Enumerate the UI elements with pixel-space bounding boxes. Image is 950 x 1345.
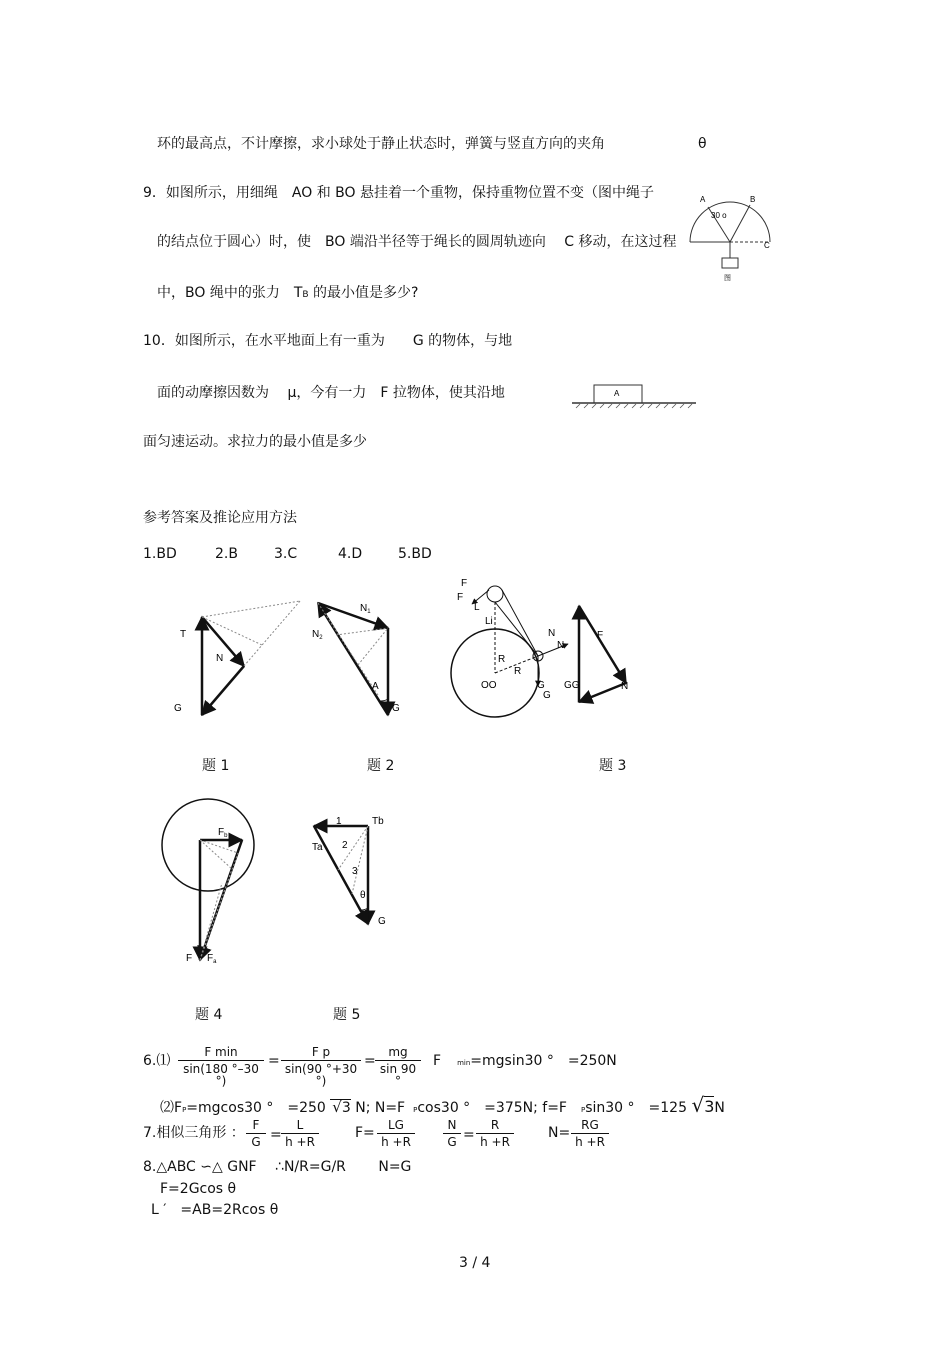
- f3-li-label: Li: [485, 616, 493, 627]
- sqrt-1: √3: [332, 1098, 351, 1116]
- q7-frac-e: $\frac{R}{h +R}$: [476, 1119, 514, 1148]
- q6-label: 6.⑴: [143, 1053, 171, 1069]
- caption-fig-3: 题 3: [599, 758, 627, 774]
- f4-fa-label: $F_a$: [207, 953, 217, 965]
- f3-l-label: L: [474, 602, 480, 613]
- q9-figure: [688, 190, 778, 285]
- f4-f-label: F: [186, 953, 193, 964]
- answer-5: 5.BD: [398, 546, 432, 562]
- f3-n2-label: N: [557, 640, 565, 651]
- f5-3-label: 3: [352, 866, 358, 877]
- caption-fig-5: 题 5: [333, 1007, 361, 1023]
- f5-1-label: 1: [336, 816, 342, 827]
- q7-eq-1: =: [270, 1127, 282, 1143]
- answer-2: 2.B: [215, 546, 238, 562]
- q8-line-3: L ′ =AB=2Rcos θ: [151, 1202, 279, 1218]
- f2-a-label: A: [372, 681, 379, 692]
- f3-r2-label: R: [514, 666, 522, 677]
- f3-gg-label: GG: [564, 680, 580, 691]
- f3-o-label: OO: [481, 680, 497, 691]
- f1-g-label: G: [174, 703, 182, 714]
- q9-line-2: 的结点位于圆心）时，使 BO 端沿半径等于绳长的圆周轨迹向 C 移动，在这过程: [157, 234, 677, 250]
- q6-part-2: ⑵FP=mgcos30 ° =250 √3 N; N=F Pcos30 ° =375N; f=F Psin30 ° =125 √3N: [160, 1093, 725, 1117]
- figure-5: [300, 812, 410, 932]
- q7-frac-f: $\frac{RG}{h +R}$: [571, 1119, 609, 1148]
- q9-label-b: B: [750, 195, 756, 204]
- caption-fig-4: 题 4: [195, 1007, 223, 1023]
- f3-f1-label: F: [461, 578, 468, 589]
- figure-2: [308, 595, 418, 725]
- f3-f2-label: F: [457, 592, 464, 603]
- f2-n1-label: $N_1$: [360, 603, 371, 615]
- q7-label: 7.相似三角形 ：: [143, 1125, 245, 1141]
- q7-frac-b: $\frac{L}{h +R}$: [281, 1119, 319, 1148]
- answer-3: 3.C: [274, 546, 298, 562]
- q10-figure: [572, 384, 698, 410]
- f5-2-label: 2: [342, 840, 348, 851]
- f5-g-label: G: [378, 916, 386, 927]
- answer-4: 4.D: [338, 546, 363, 562]
- q7-frac-a: $\frac{F}{G}$: [246, 1119, 266, 1148]
- q9-label-a: A: [700, 195, 706, 204]
- q6-frac-1: F min sin(180 °–30 °): [178, 1046, 264, 1087]
- q7-n-label: N=: [548, 1125, 571, 1141]
- theta-symbol: θ: [698, 136, 707, 152]
- caption-fig-2: 题 2: [367, 758, 395, 774]
- f5-theta-label: θ: [360, 890, 366, 901]
- q9-angle: 30 o: [711, 211, 727, 220]
- f3-g2-label: G: [543, 690, 551, 701]
- q10-line-2: 面的动摩擦因数为 μ，今有一力 F 拉物体，使其沿地: [157, 385, 505, 401]
- f2-g-label: G: [392, 703, 400, 714]
- f5-ta-label: Ta: [312, 842, 323, 853]
- f3-r1-label: R: [498, 654, 506, 665]
- q7-frac-d: $\frac{N}{G}$: [443, 1119, 461, 1148]
- f3-g1-label: G: [537, 680, 545, 691]
- q9-line-1: 9．如图所示，用细绳 AO 和 BO 悬挂着一个重物，保持重物位置不变（图中绳子: [143, 185, 654, 201]
- q9-label-c: C: [764, 241, 770, 250]
- sqrt-2: √3: [691, 1093, 715, 1117]
- q8-line-2: F=2Gcos θ: [160, 1181, 237, 1197]
- figure-3: [448, 578, 648, 718]
- q7-f-label: F=: [355, 1125, 375, 1141]
- f5-tb-label: Tb: [372, 816, 384, 827]
- f3-n1-label: N: [548, 628, 556, 639]
- q6-frac-3: $\frac{mg}{\sin 90 ^\circ}$: [375, 1046, 421, 1087]
- f2-n2-label: $N_2$: [312, 629, 323, 641]
- q9-line-3: 中，BO 绳中的张力 TB 的最小值是多少?: [157, 285, 419, 301]
- f3-n3-label: N: [621, 681, 629, 692]
- answers-heading: 参考答案及推论应用方法: [143, 510, 297, 526]
- q7-eq-2: =: [463, 1127, 475, 1143]
- q8-line-1: 8.△ABC ∽△ GNF ∴N/R=G/R N=G: [143, 1159, 412, 1175]
- q10-line-3: 面匀速运动。求拉力的最小值是多少: [143, 434, 367, 450]
- f1-t-label: T: [180, 629, 187, 640]
- q6-eq-1: =: [268, 1053, 280, 1069]
- q6-frac-2: $\frac{\text{F p}}{\sin(90 ^\circ+30 ^\circ)}$: [281, 1046, 361, 1087]
- f4-fb-label: $F_b$: [218, 827, 228, 839]
- q8-continuation: 环的最高点，不计摩擦，求小球处于静止状态时，弹簧与竖直方向的夹角: [157, 136, 605, 152]
- figure-1: [170, 595, 310, 725]
- answer-1: 1.BD: [143, 546, 177, 562]
- q7-frac-c: $\frac{LG}{h +R}$: [377, 1119, 415, 1148]
- f1-n-label: N: [216, 653, 224, 664]
- q6-result: F min=mgsin30 ° =250N: [433, 1053, 617, 1069]
- q10-block-label: A: [614, 389, 620, 398]
- figure-4: [152, 795, 262, 970]
- f3-f3-label: F: [597, 630, 604, 641]
- q10-line-1: 10．如图所示，在水平地面上有一重为 G 的物体，与地: [143, 333, 513, 349]
- q6-eq-2: =: [364, 1053, 376, 1069]
- page-number: 3 / 4: [459, 1255, 491, 1271]
- caption-fig-1: 题 1: [202, 758, 230, 774]
- q9-caption: 图: [724, 275, 731, 282]
